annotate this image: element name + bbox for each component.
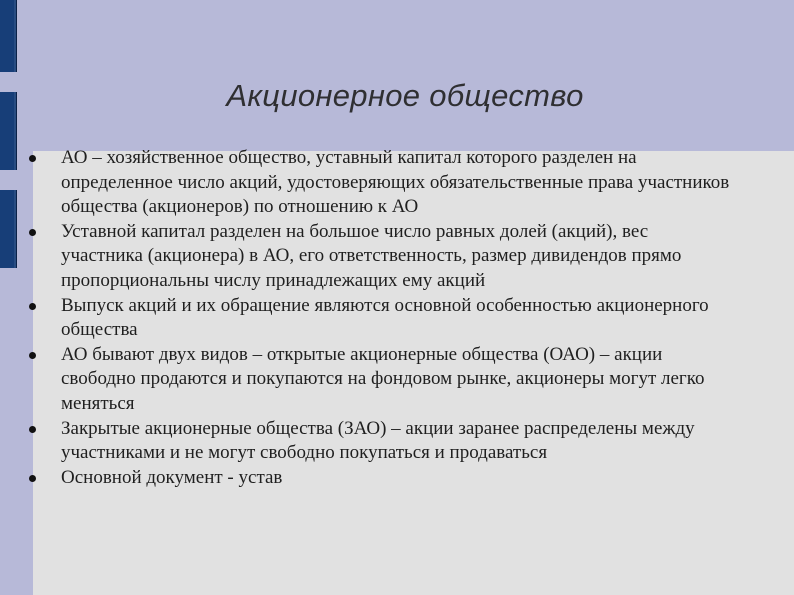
slide-title: Акционерное общество (226, 78, 584, 113)
left-edge-bar-bottom (0, 190, 17, 268)
left-edge-bar-middle (0, 92, 17, 170)
bullet-item-4 (61, 343, 731, 417)
bullet-icon (29, 229, 36, 236)
bullet-item-1 (61, 146, 731, 220)
bullet-item-5 (61, 417, 731, 466)
bullet-icon (29, 303, 36, 310)
bullet-text-2: Уставной капитал разделен на большое число равных долей (акций), вес участника (акционера) в АО, его ответственность, размер дивидендов прямо пропорциональны числу принадлежащих ему акций (61, 220, 682, 291)
bullet-text-4: АО бывают двух видов – открытые акционерные общества (ОАО) – акции свободно продаются и покупаются на фондовом рынке, акционеры могут легко меняться (61, 343, 705, 414)
bullet-text-6: Основной документ - устав (61, 466, 283, 488)
bullet-icon (29, 426, 36, 433)
bullet-item-3 (61, 294, 731, 343)
bullet-text-3: Выпуск акций и их обращение являются основной особенностью акционерного общества (61, 294, 709, 341)
bullet-item-2 (61, 220, 731, 294)
left-edge-bar-top (0, 0, 17, 72)
bullet-text-5: Закрытые акционерные общества (ЗАО) – акции заранее распределены между участниками и не могут свободно покупаться и продаваться (61, 417, 695, 464)
bullet-icon (29, 352, 36, 359)
bullet-icon (29, 475, 36, 482)
bullet-item-6 (61, 466, 731, 491)
left-decoration-strip (0, 0, 18, 595)
bullet-icon (29, 155, 36, 162)
bullet-list (61, 146, 731, 490)
bullet-text-1: АО – хозяйственное общество, уставный капитал которого разделен на определенное число акций, удостоверяющих обязательственные права участников общества (акционеров) по отношению к АО (61, 147, 730, 218)
